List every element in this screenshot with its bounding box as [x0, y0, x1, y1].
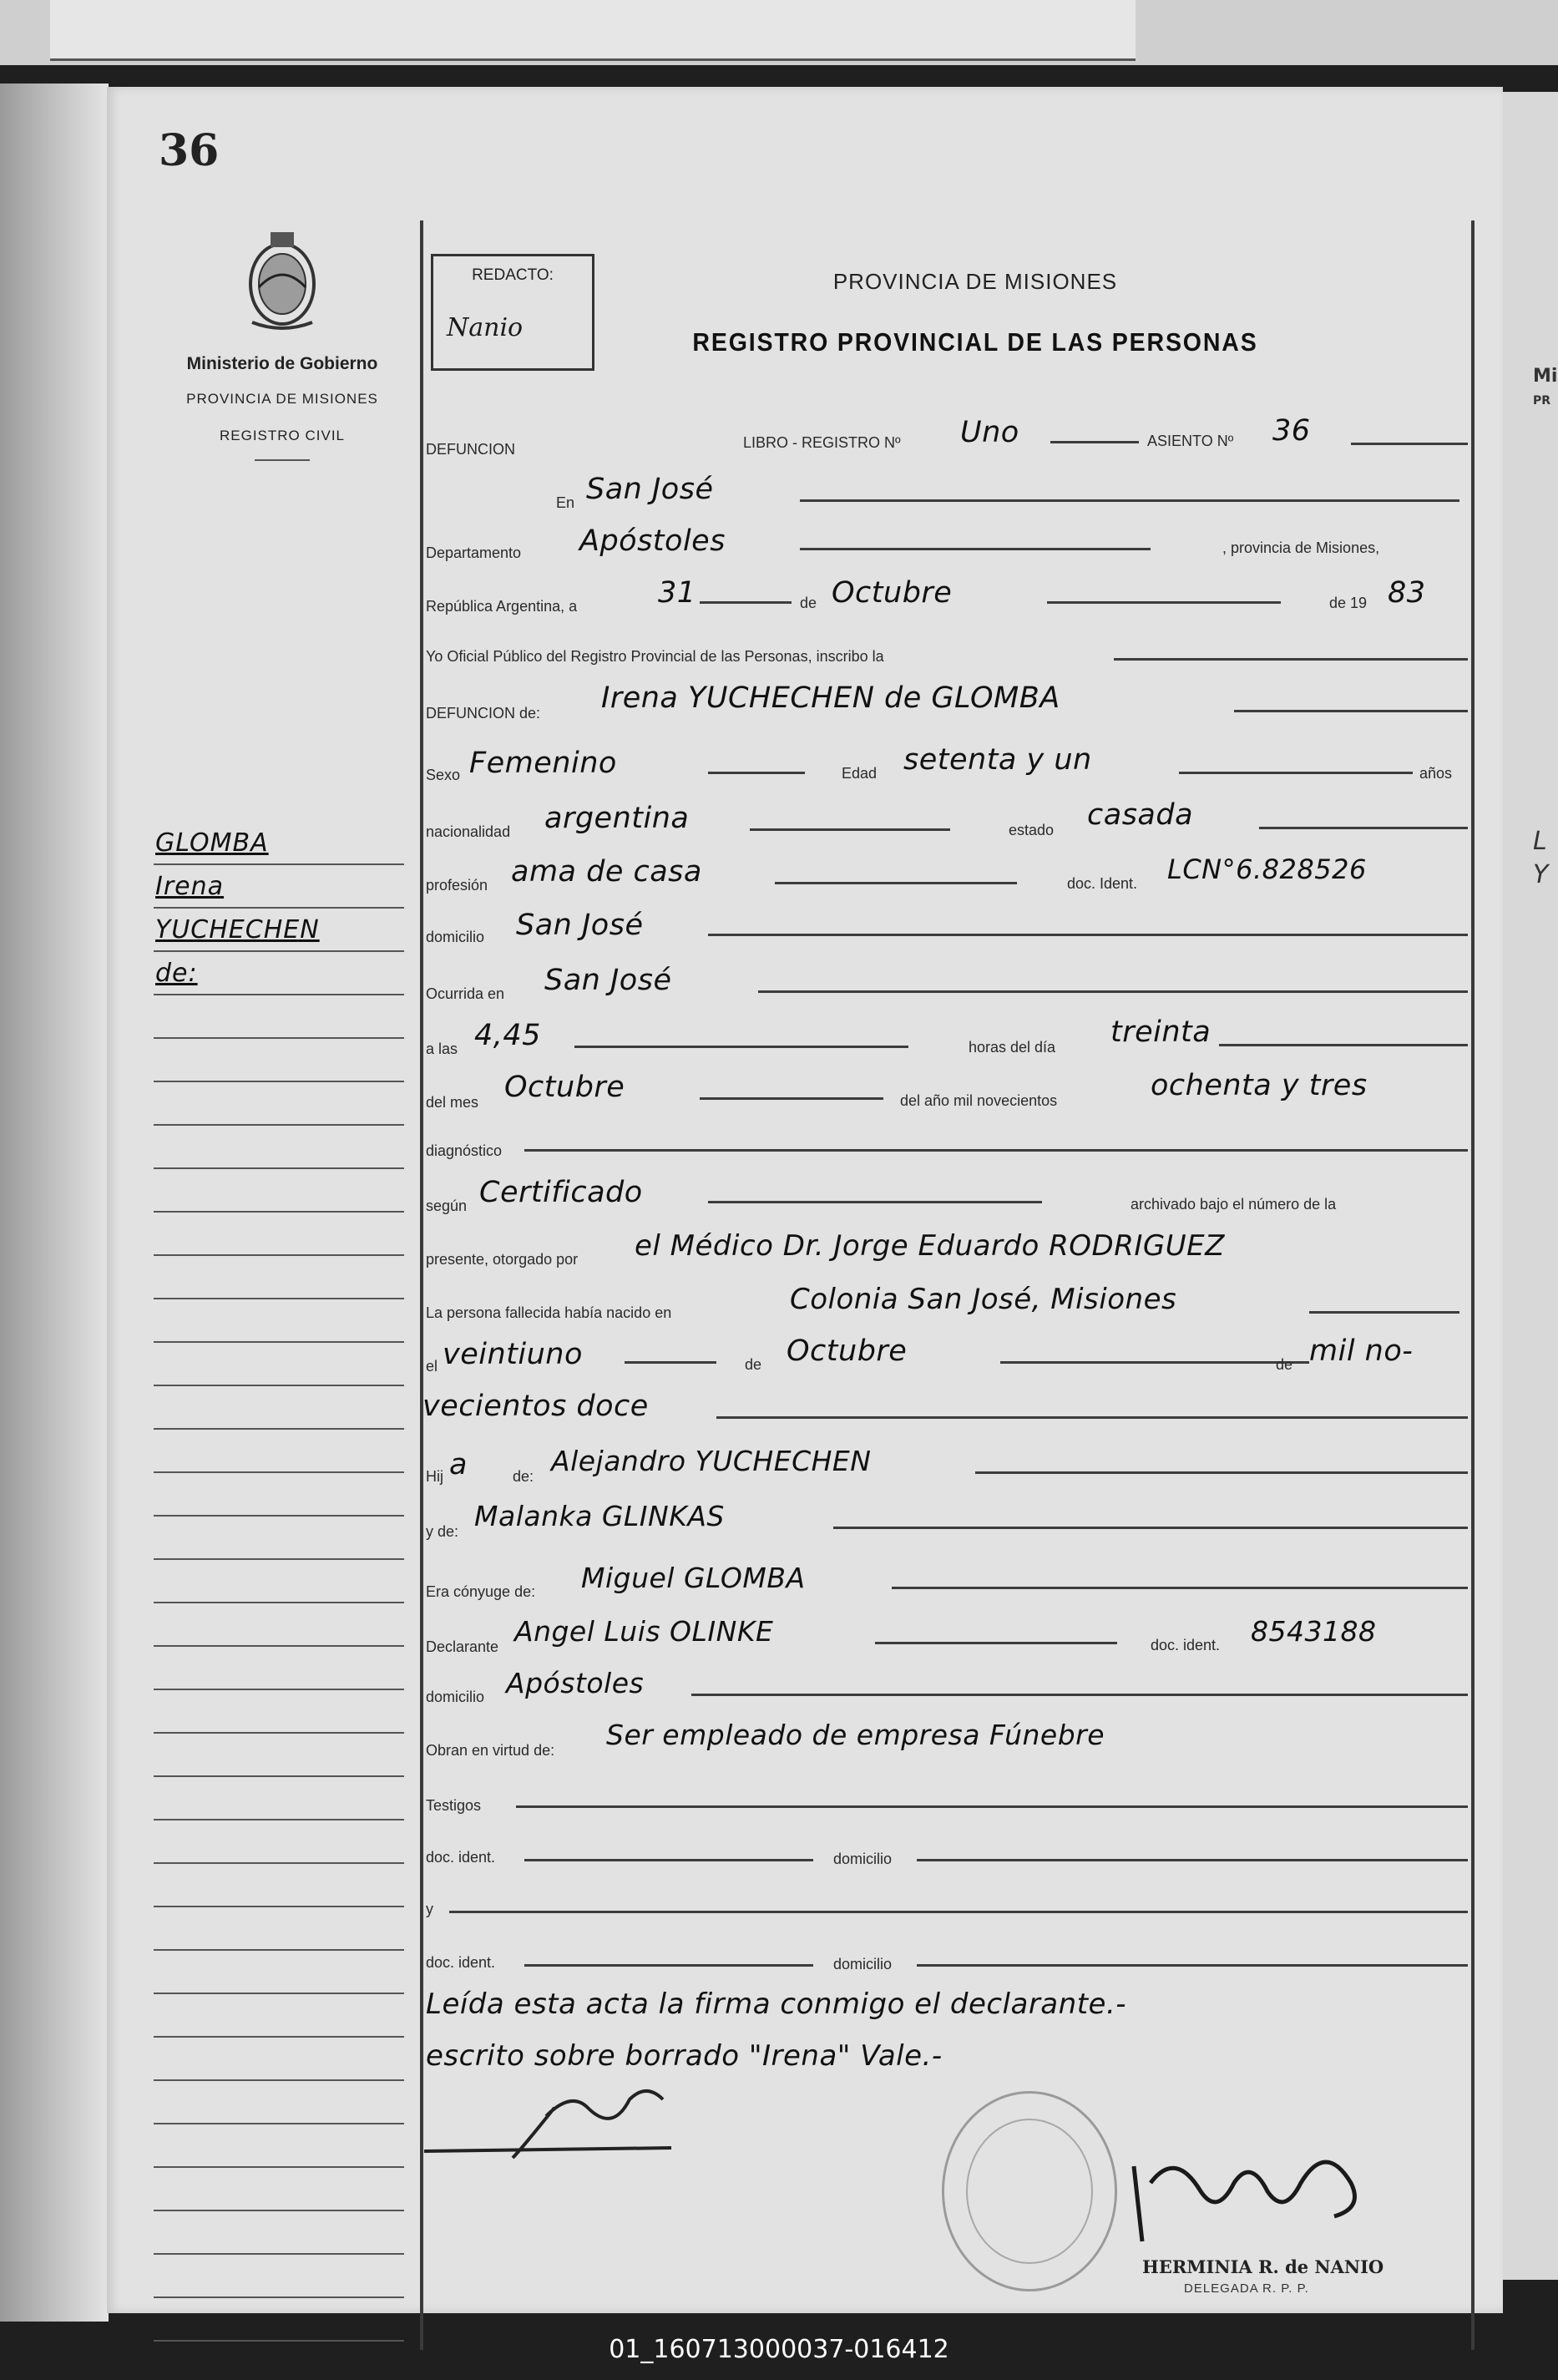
rule [1000, 1361, 1309, 1364]
frame-line-right [1471, 220, 1475, 2350]
departamento-value: Apóstoles [579, 524, 726, 558]
rule [574, 1046, 908, 1048]
dia-value: treinta [1110, 1015, 1211, 1049]
libro-label: LIBRO - REGISTRO Nº [743, 434, 901, 451]
birth-de-label: de [745, 1356, 762, 1373]
margin-rule [154, 1862, 404, 1864]
sexo-value: Femenino [469, 747, 617, 780]
rule [975, 1471, 1468, 1474]
testigos-label: Testigos [426, 1797, 482, 1814]
estado-value: casada [1087, 798, 1194, 832]
margin-rule [154, 1732, 404, 1734]
rule [708, 934, 1468, 936]
mother-value: Malanka GLINKAS [474, 1500, 725, 1532]
margin-rule [154, 1602, 404, 1603]
rule [708, 772, 805, 774]
province-title: PROVINCIA DE MISIONES [832, 269, 1118, 294]
rule [833, 1527, 1468, 1529]
margin-rule [154, 1167, 404, 1169]
redacto-label: REDACTO: [472, 266, 554, 284]
margin-rule [154, 1254, 404, 1256]
en-value: San José [586, 473, 714, 506]
conyuge-label: Era cónyuge de: [426, 1583, 536, 1600]
birth-year-value: mil no- [1309, 1334, 1414, 1368]
book-binding [0, 84, 109, 2322]
rule [775, 882, 1017, 884]
rule [1309, 1311, 1459, 1314]
margin-rule [154, 1906, 404, 1907]
margin-rule [154, 2253, 404, 2255]
nacionalidad-label: nacionalidad [426, 823, 511, 840]
month-value: Octubre [832, 576, 953, 610]
next-page-edge: Mi PR L Y [1503, 92, 1558, 2280]
defuncion-label: DEFUNCION [426, 441, 515, 458]
margin-rule [154, 863, 404, 865]
rule [917, 1964, 1468, 1967]
redacto-value: Nanio [447, 313, 524, 342]
rule [1259, 827, 1468, 829]
departamento-label: Departamento [426, 544, 522, 561]
rule [1114, 658, 1468, 661]
decl-doc-value: 8543188 [1251, 1615, 1377, 1648]
obran-label: Obran en virtud de: [426, 1742, 555, 1759]
archivado-label: archivado bajo el número de la [1131, 1196, 1337, 1213]
en-label: En [556, 494, 575, 511]
margin-rule [154, 1037, 404, 1039]
rule [1050, 441, 1139, 443]
ano-value: ochenta y tres [1151, 1069, 1368, 1102]
segun-value: Certificado [479, 1176, 643, 1209]
closing-line-2: escrito sobre borrado "Irena" Vale.- [426, 2039, 943, 2073]
t1-doc-label: doc. ident. [426, 1849, 496, 1866]
rule [750, 828, 950, 831]
margin-rule [154, 1689, 404, 1690]
deceased-value: Irena YUCHECHEN de GLOMBA [601, 681, 1060, 715]
declarante-value: Angel Luis OLINKE [514, 1615, 774, 1648]
margin-rule [154, 1558, 404, 1560]
rule [524, 1964, 813, 1967]
redacto-box [431, 254, 594, 371]
rule [449, 1911, 1468, 1913]
rule [691, 1694, 1468, 1696]
margin-rule [154, 1819, 404, 1820]
margin-rule [154, 950, 404, 952]
anos-label: años [1419, 765, 1453, 782]
year-value: 83 [1388, 576, 1426, 610]
hij-value: a [449, 1448, 468, 1481]
declarante-label: Declarante [426, 1638, 499, 1655]
nacido-value: Colonia San José, Misiones [790, 1283, 1177, 1316]
birth-day-value: veintiuno [443, 1338, 583, 1371]
rule [1179, 772, 1413, 774]
y-de-label: y de: [426, 1523, 459, 1540]
rule [875, 1642, 1117, 1644]
rule [700, 1097, 883, 1100]
margin-rule [154, 1081, 404, 1082]
birth-month-value: Octubre [787, 1334, 908, 1368]
rule [625, 1361, 716, 1364]
nacionalidad-value: argentina [544, 802, 690, 835]
estado-label: estado [1009, 822, 1055, 838]
rule [700, 601, 792, 604]
margin-rule [154, 1471, 404, 1473]
ministry-province: PROVINCIA DE MISIONES [186, 391, 378, 407]
oficial-text: Yo Oficial Público del Registro Provincial de las Personas, inscribo la [426, 648, 884, 665]
margin-surname: GLOMBA [155, 828, 269, 858]
doc-label: doc. Ident. [1067, 875, 1138, 892]
rule [516, 1805, 1468, 1808]
father-value: Alejandro YUCHECHEN [551, 1445, 872, 1477]
margin-rule [154, 1211, 404, 1213]
asiento-value: 36 [1272, 414, 1311, 448]
ano-label: del año mil novecientos [900, 1092, 1058, 1109]
page-number: 36 [159, 125, 220, 176]
decl-doc-label: doc. ident. [1151, 1637, 1221, 1653]
frame-line-left [420, 220, 423, 2350]
ministry-name: Ministerio de Gobierno [186, 354, 378, 373]
libro-value: Uno [960, 416, 1019, 449]
birth-de2-label: de [1276, 1356, 1293, 1373]
official-signature-icon [1126, 2133, 1376, 2250]
margin-rule [154, 1775, 404, 1777]
hora-value: 4,45 [474, 1019, 541, 1052]
t1-dom-label: domicilio [833, 1851, 893, 1867]
margin-rule [154, 2036, 404, 2038]
margin-rule [154, 1949, 404, 1951]
divider [255, 459, 310, 461]
rule [524, 1149, 1468, 1152]
domicilio-label: domicilio [426, 929, 485, 945]
edad-value: setenta y un [903, 743, 1092, 777]
a-las-label: a las [426, 1041, 458, 1057]
hij-de-label: de: [513, 1468, 534, 1485]
edad-label: Edad [842, 765, 878, 782]
registry-title: REGISTRO PROVINCIAL DE LAS PERSONAS [692, 327, 1258, 357]
conyuge-value: Miguel GLOMBA [581, 1562, 806, 1594]
el-label: el [426, 1358, 438, 1375]
hij-label: Hij [426, 1468, 443, 1485]
profesion-label: profesión [426, 877, 488, 894]
rule [1234, 710, 1468, 712]
official-seal-icon [942, 2091, 1117, 2291]
margin-rule [154, 1341, 404, 1343]
presente-label: presente, otorgado por [426, 1251, 579, 1268]
y-label: y [426, 1901, 433, 1917]
margin-rule [154, 1993, 404, 1994]
rule [917, 1859, 1468, 1861]
signer-name: HERMINIA R. de NANIO [1142, 2256, 1384, 2277]
asiento-label: ASIENTO Nº [1147, 433, 1234, 449]
horas-label: horas del día [969, 1039, 1056, 1056]
margin-rule [154, 2166, 404, 2168]
sexo-label: Sexo [426, 767, 461, 783]
t2-doc-label: doc. ident. [426, 1954, 496, 1971]
register-page [107, 87, 1503, 2313]
decl-domicilio-value: Apóstoles [506, 1667, 645, 1699]
ocurrida-value: San José [544, 964, 672, 997]
rule [1351, 443, 1468, 445]
provincia-label: , provincia de Misiones, [1222, 539, 1380, 556]
t2-dom-label: domicilio [833, 1956, 893, 1972]
margin-rule [154, 1298, 404, 1299]
decl-domicilio-label: domicilio [426, 1689, 485, 1705]
profesion-value: ama de casa [511, 855, 702, 889]
de-label: de [800, 595, 817, 611]
margin-rule [154, 2123, 404, 2124]
day-value: 31 [658, 576, 696, 610]
previous-page-edge [0, 0, 1558, 65]
rule [758, 990, 1468, 993]
margin-rule [154, 1428, 404, 1430]
mes-value: Octubre [504, 1071, 625, 1104]
margin-rule [154, 2210, 404, 2211]
margin-rule [154, 1124, 404, 1126]
rule [800, 499, 1459, 502]
domicilio-value: San José [516, 909, 644, 942]
declarant-signature-icon [421, 2074, 705, 2166]
margin-rule [154, 1645, 404, 1647]
image-id: 01_160713000037-016412 [609, 2335, 949, 2364]
margin-rule [154, 907, 404, 909]
ministry-registry: REGISTRO CIVIL [219, 428, 346, 443]
margin-rule [154, 1515, 404, 1517]
margin-rule [154, 994, 404, 995]
margin-rule [154, 2296, 404, 2298]
margin-rule [154, 1385, 404, 1386]
rule [1047, 601, 1281, 604]
margin-first-name: Irena [155, 872, 225, 901]
rule [716, 1416, 1468, 1419]
mes-label: del mes [426, 1094, 479, 1111]
margin-de: de: [155, 959, 198, 988]
year-label: de 19 [1329, 595, 1368, 611]
rule [708, 1201, 1042, 1203]
birth-year-value-continued: vecientos doce [422, 1390, 649, 1423]
doc-value: LCN°6.828526 [1167, 853, 1367, 885]
coat-of-arms-icon [240, 229, 324, 334]
rule [800, 548, 1151, 550]
republica-label: República Argentina, a [426, 598, 578, 615]
ocurrida-label: Ocurrida en [426, 985, 505, 1002]
rule [892, 1587, 1468, 1589]
margin-maiden-name: YUCHECHEN [155, 915, 320, 944]
closing-line-1: Leída esta acta la firma conmigo el declarante.- [426, 1988, 1127, 2021]
presente-value: el Médico Dr. Jorge Eduardo RODRIGUEZ [635, 1229, 1225, 1263]
obran-value: Ser empleado de empresa Fúnebre [606, 1719, 1105, 1751]
margin-rule [154, 2079, 404, 2081]
diagnostico-label: diagnóstico [426, 1142, 503, 1159]
rule [524, 1859, 813, 1861]
defuncion-de-label: DEFUNCION de: [426, 705, 541, 722]
nacido-label: La persona fallecida había nacido en [426, 1304, 672, 1321]
segun-label: según [426, 1198, 468, 1214]
rule [1219, 1044, 1468, 1046]
signer-role: DELEGADA R. P. P. [1184, 2281, 1309, 2296]
